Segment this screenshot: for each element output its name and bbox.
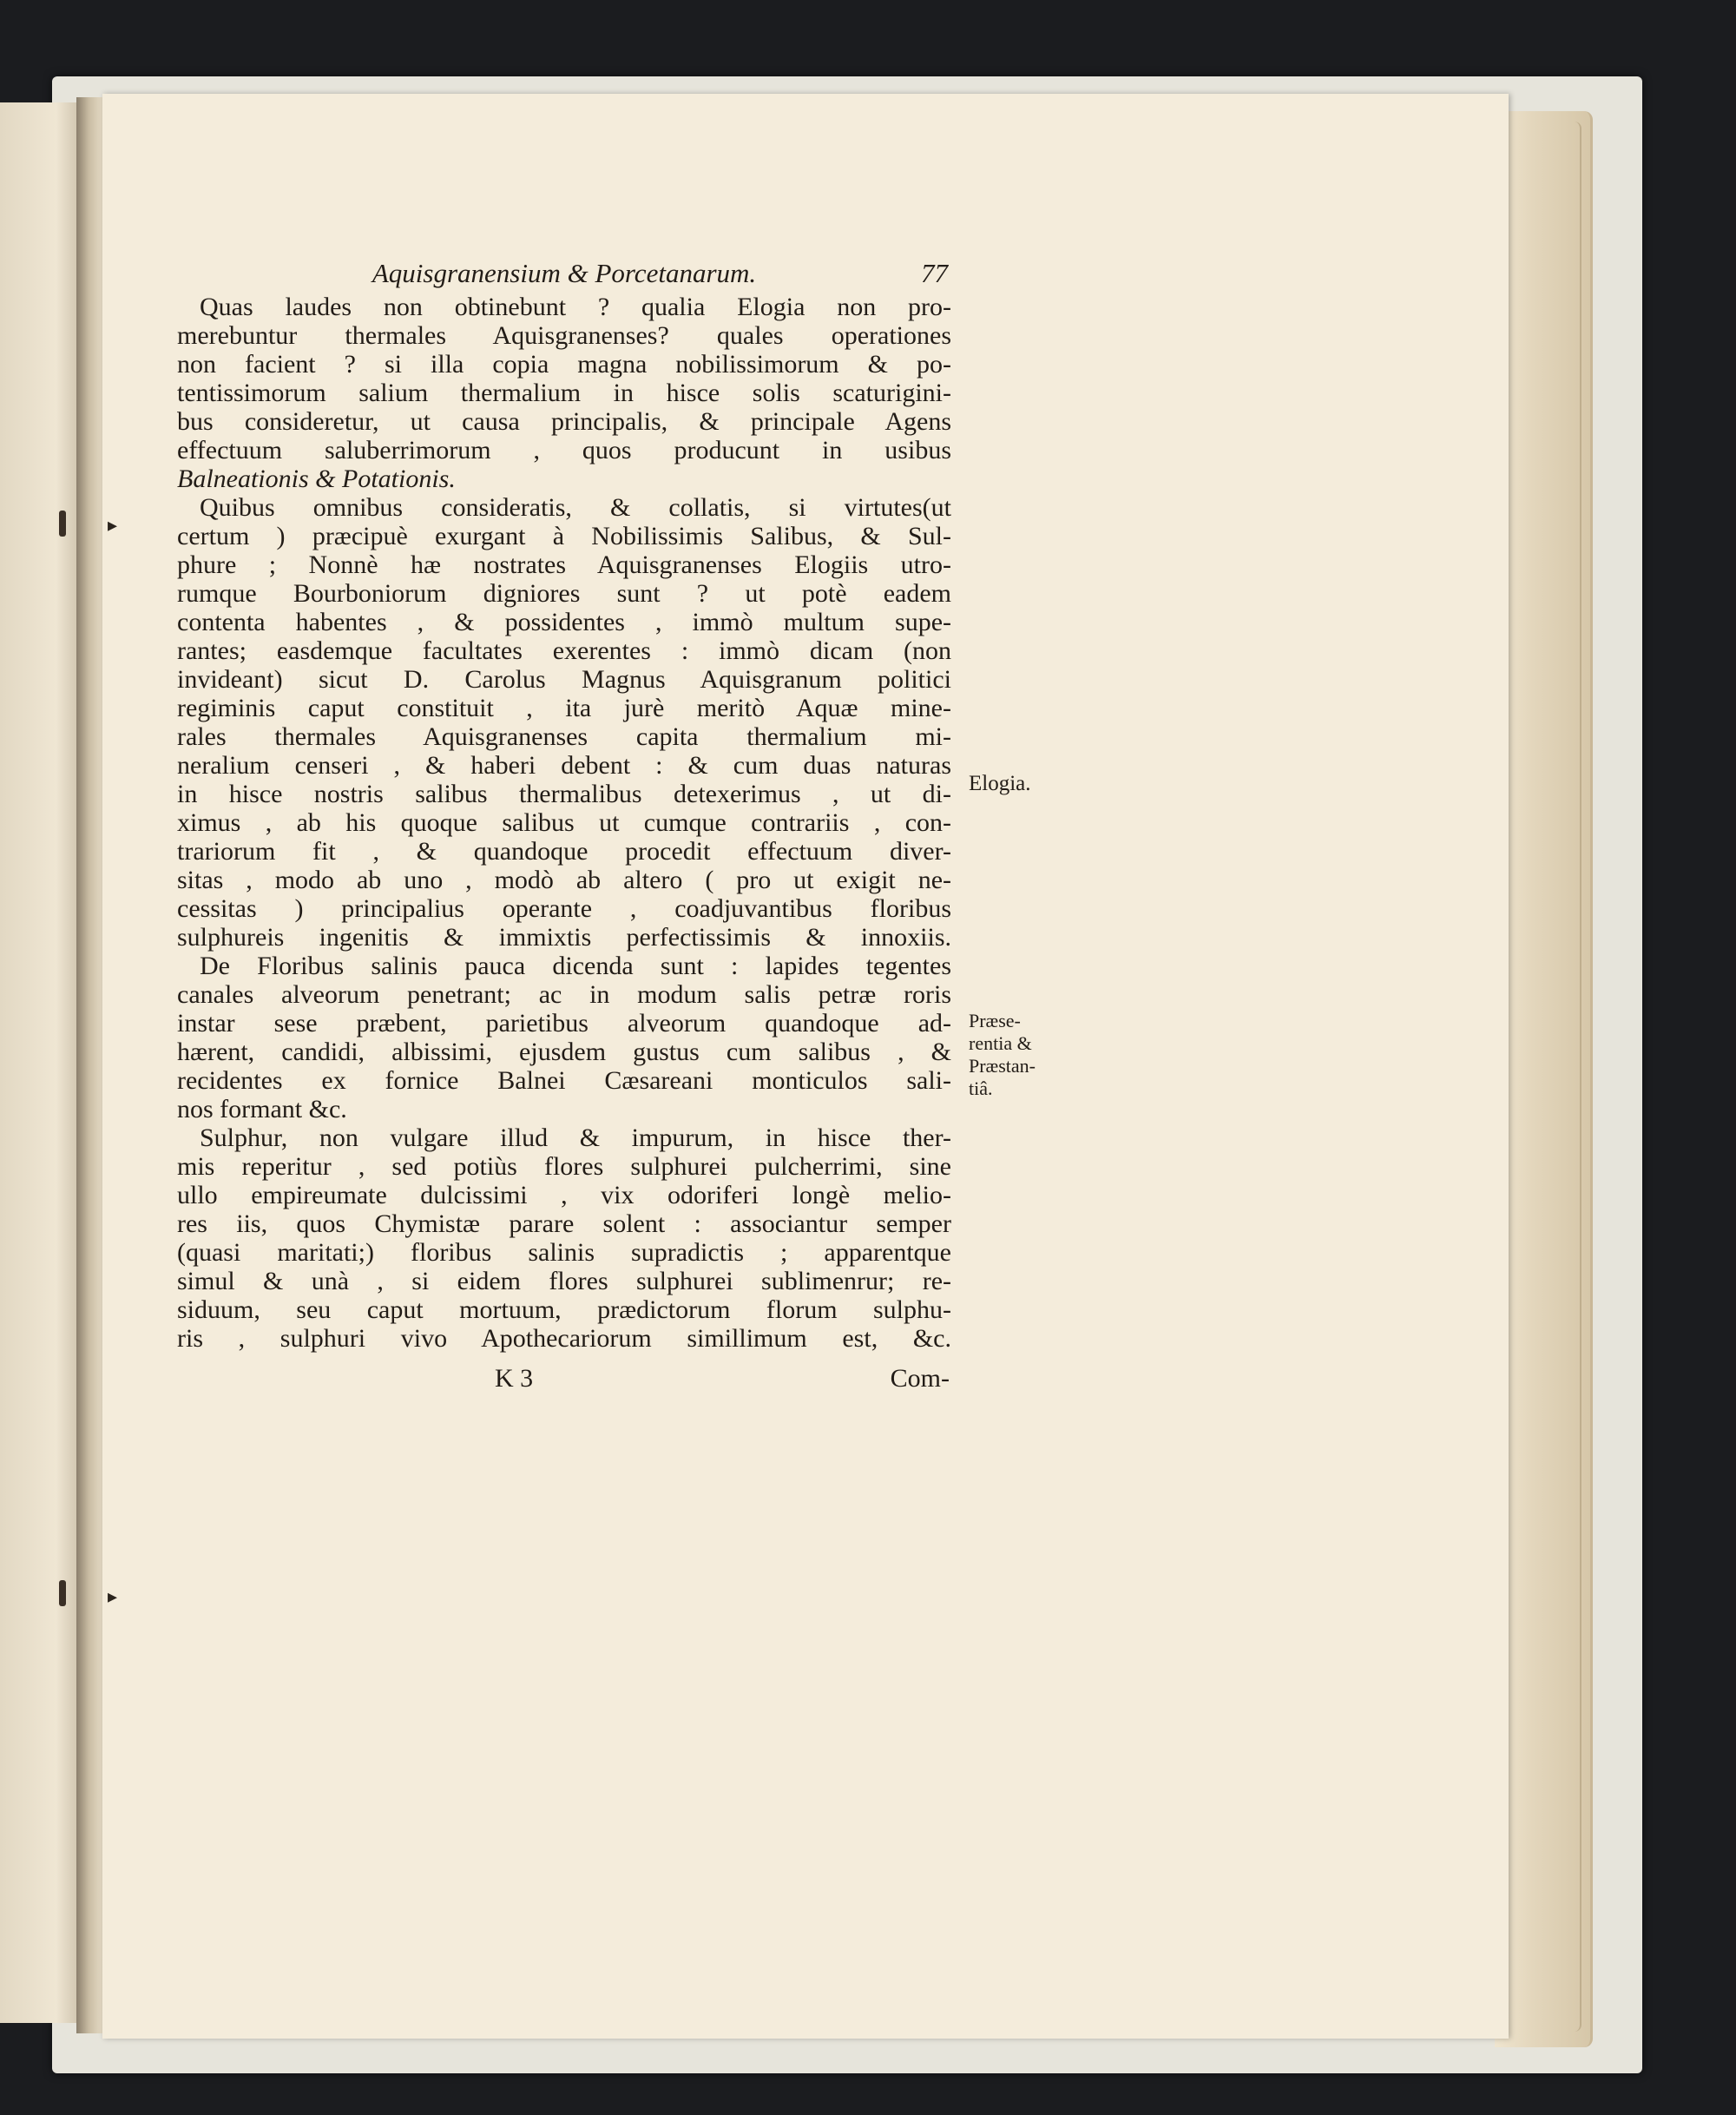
page-text <box>177 254 951 1398</box>
paragraph <box>177 293 951 493</box>
margin-note-line: Præstan- <box>969 1055 1036 1077</box>
text-line: rales thermales Aquisgranenses capita thermalium mi- <box>177 722 951 751</box>
text-line: sulphureis ingenitis & immixtis perfectissimis & innoxiis. <box>177 923 951 952</box>
text-line: merebuntur thermales Aquisgranenses? quales operationes <box>177 321 951 350</box>
text-line: Quibus omnibus consideratis, & collatis, si virtutes(ut <box>200 493 951 522</box>
text-line: instar sese præbent, parietibus alveorum quandoque ad- <box>177 1009 951 1038</box>
text-line: Sulphur, non vulgare illud & impurum, in hisce ther- <box>200 1123 951 1152</box>
text-line: rantes; easdemque facultates exerentes : immò dicam (non <box>177 636 951 665</box>
previous-page-edge <box>0 102 80 2023</box>
text-line: trariorum fit , & quandoque procedit effectuum diver- <box>177 837 951 866</box>
signature-mark: K 3 <box>495 1364 534 1393</box>
text-line: rumque Bourboniorum digniores sunt ? ut potè eadem <box>177 579 951 608</box>
text-line: De Floribus salinis pauca dicenda sunt : lapides tegentes <box>200 952 951 980</box>
page-fore-edge-layer <box>1510 122 1581 2032</box>
sewing-mark <box>59 1580 66 1606</box>
text-line: sitas , modo ab uno , modò ab altero ( pro ut exigit ne- <box>177 866 951 894</box>
text-line: tentissimorum salium thermalium in hisce solis scaturigini- <box>177 379 951 407</box>
text-line: Balneationis & Potationis. <box>177 465 456 493</box>
sewing-arrow-icon: ▸ <box>108 514 118 536</box>
text-line: (quasi maritati;) floribus salinis supradictis ; apparentque <box>177 1238 951 1267</box>
text-line: bus consideretur, ut causa principalis, & principale Agens <box>177 407 951 436</box>
text-line: siduum, seu caput mortuum, prædictorum florum sulphu- <box>177 1295 951 1324</box>
text-line: recidentes ex fornice Balnei Cæsareani monticulos sali- <box>177 1066 951 1095</box>
page-footer <box>177 1360 951 1398</box>
text-line: neralium censeri , & haberi debent : & cum duas naturas <box>177 751 951 780</box>
margin-note-line: Præse- <box>969 1010 1021 1031</box>
text-line: invideant) sicut D. Carolus Magnus Aquisgranum politici <box>177 665 951 694</box>
text-line: in hisce nostris salibus thermalibus detexerimus , ut di- <box>177 780 951 808</box>
text-line: nos formant &c. <box>177 1095 347 1123</box>
margin-note-line: tiâ. <box>969 1077 993 1099</box>
text-line: effectuum saluberrimorum , quos producunt in usibus <box>177 436 951 465</box>
margin-note-elogia: Elogia. <box>969 772 1031 795</box>
text-line: phure ; Nonnè hæ nostrates Aquisgranenses Elogiis utro- <box>177 550 951 579</box>
paragraph <box>177 952 951 1123</box>
text-line: ximus , ab his quoque salibus ut cumque contrariis , con- <box>177 808 951 837</box>
running-header <box>177 254 951 293</box>
page-number: 77 <box>921 258 948 288</box>
text-line: ullo empireumate dulcissimi , vix odoriferi longè melio- <box>177 1181 951 1209</box>
text-line: certum ) præcipuè exurgant à Nobilissimis Salibus, & Sul- <box>177 522 951 550</box>
sewing-mark <box>59 511 66 537</box>
text-line: res iis, quos Chymistæ parare solent : associantur semper <box>177 1209 951 1238</box>
text-line: non facient ? si illa copia magna nobilissimorum & po- <box>177 350 951 379</box>
running-title: Aquisgranensium & Porcetanarum. <box>372 258 757 288</box>
text-line: hærent, candidi, albissimi, ejusdem gustus cum salibus , & <box>177 1038 951 1066</box>
text-line: contenta habentes , & possidentes , immò multum supe- <box>177 608 951 636</box>
text-line: regiminis caput constituit , ita jurè meritò Aquæ mine- <box>177 694 951 722</box>
text-line: canales alveorum penetrant; ac in modum salis petræ roris <box>177 980 951 1009</box>
text-line: Quas laudes non obtinebunt ? qualia Elogia non pro- <box>200 293 951 321</box>
sewing-arrow-icon: ▸ <box>108 1585 118 1607</box>
text-line: cessitas ) principalius operante , coadjuvantibus floribus <box>177 894 951 923</box>
margin-note-line: rentia & <box>969 1032 1032 1054</box>
text-line: simul & unà , si eidem flores sulphurei sublimenrur; re- <box>177 1267 951 1295</box>
paragraph <box>177 1123 951 1353</box>
catchword: Com- <box>890 1364 950 1393</box>
text-line: mis reperitur , sed potiùs flores sulphurei pulcherrimi, sine <box>177 1152 951 1181</box>
text-line: ris , sulphuri vivo Apothecariorum simillimum est, &c. <box>177 1324 951 1353</box>
paragraph <box>177 493 951 952</box>
